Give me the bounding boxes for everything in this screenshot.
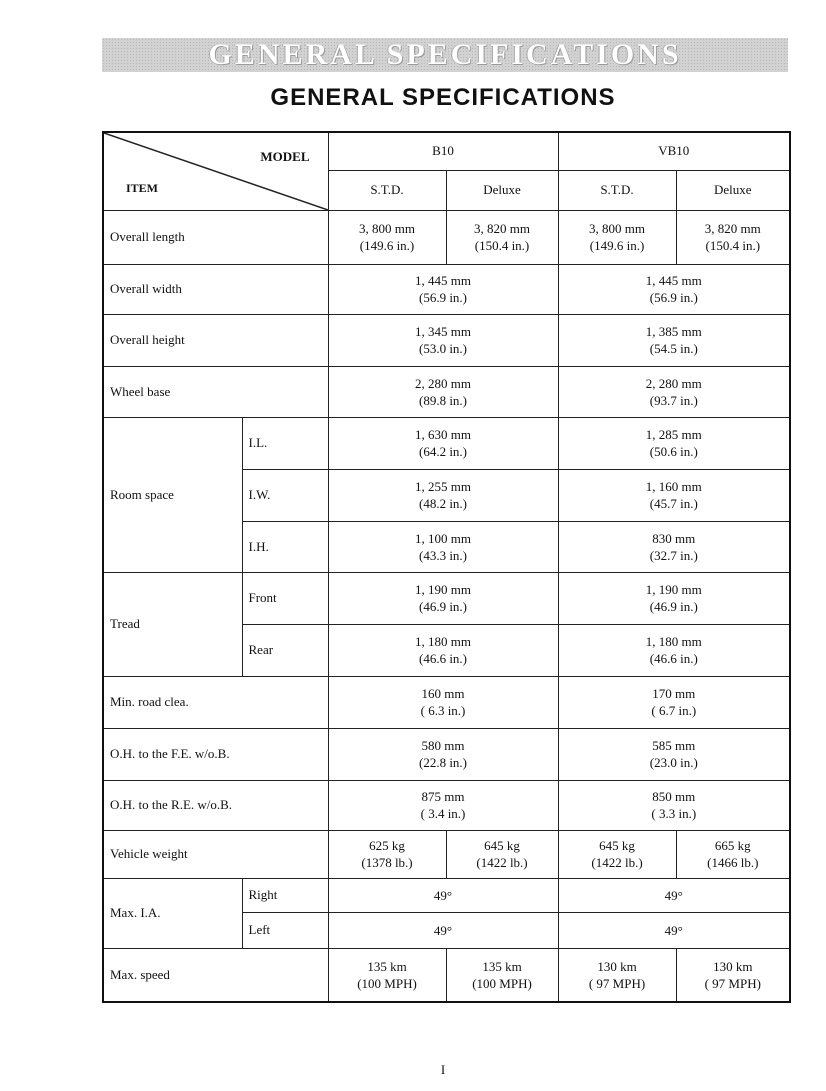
cell-value: 1, 180 mm (46.6 in.) bbox=[558, 624, 790, 676]
table-row bbox=[103, 366, 790, 417]
cell-value: 1, 255 mm (48.2 in.) bbox=[328, 469, 558, 521]
table-row bbox=[103, 830, 790, 878]
cell-value: 625 kg (1378 lb.) bbox=[328, 830, 446, 878]
cell-value: 850 mm ( 3.3 in.) bbox=[558, 780, 790, 830]
row-label-min-road-clearance: Min. road clea. bbox=[103, 676, 328, 728]
table-row bbox=[103, 314, 790, 366]
sub-label-ih: I.H. bbox=[242, 521, 328, 572]
row-label-wheel-base: Wheel base bbox=[103, 366, 328, 417]
table-row bbox=[103, 780, 790, 830]
cell-value: 49° bbox=[558, 878, 790, 912]
cell-value: 49° bbox=[558, 912, 790, 948]
table-row bbox=[103, 210, 790, 264]
page-title: GENERAL SPECIFICATIONS bbox=[270, 84, 616, 111]
column-header-vb10-std: S.T.D. bbox=[558, 170, 676, 210]
row-label-overhang-rear: O.H. to the R.E. w/o.B. bbox=[103, 780, 328, 830]
cell-value: 1, 345 mm (53.0 in.) bbox=[328, 314, 558, 366]
sub-label-front: Front bbox=[242, 572, 328, 624]
cell-value: 49° bbox=[328, 912, 558, 948]
cell-value: 645 kg (1422 lb.) bbox=[558, 830, 676, 878]
cell-value: 580 mm (22.8 in.) bbox=[328, 728, 558, 780]
row-label-overall-width: Overall width bbox=[103, 264, 328, 314]
sub-label-iw: I.W. bbox=[242, 469, 328, 521]
column-header-vb10-deluxe: Deluxe bbox=[676, 170, 790, 210]
cell-value: 170 mm ( 6.7 in.) bbox=[558, 676, 790, 728]
cell-value: 2, 280 mm (89.8 in.) bbox=[328, 366, 558, 417]
table-row bbox=[103, 264, 790, 314]
table-row bbox=[103, 878, 790, 912]
sub-label-left: Left bbox=[242, 912, 328, 948]
row-label-max-ia: Max. I.A. bbox=[103, 878, 242, 948]
cell-value: 1, 285 mm (50.6 in.) bbox=[558, 417, 790, 469]
cell-value: 3, 800 mm (149.6 in.) bbox=[328, 210, 446, 264]
cell-value: 875 mm ( 3.4 in.) bbox=[328, 780, 558, 830]
cell-value: 1, 630 mm (64.2 in.) bbox=[328, 417, 558, 469]
page-number: I bbox=[440, 1062, 446, 1077]
header-row-models bbox=[103, 132, 790, 170]
cell-value: 665 kg (1466 lb.) bbox=[676, 830, 790, 878]
cell-value: 1, 190 mm (46.9 in.) bbox=[558, 572, 790, 624]
column-header-b10-std: S.T.D. bbox=[328, 170, 446, 210]
table-row bbox=[103, 728, 790, 780]
cell-value: 2, 280 mm (93.7 in.) bbox=[558, 366, 790, 417]
cell-value: 1, 180 mm (46.6 in.) bbox=[328, 624, 558, 676]
cell-value: 135 km (100 MPH) bbox=[446, 948, 558, 1002]
row-label-room-space: Room space bbox=[103, 417, 242, 572]
item-label: ITEM bbox=[126, 180, 159, 195]
sub-label-right: Right bbox=[242, 878, 328, 912]
cell-value: 49° bbox=[328, 878, 558, 912]
model-label: MODEL bbox=[260, 149, 310, 164]
table-row bbox=[103, 948, 790, 1002]
row-label-vehicle-weight: Vehicle weight bbox=[103, 830, 328, 878]
row-label-overall-length: Overall length bbox=[103, 210, 328, 264]
cell-value: 830 mm (32.7 in.) bbox=[558, 521, 790, 572]
cell-value: 1, 445 mm (56.9 in.) bbox=[558, 264, 790, 314]
cell-value: 585 mm (23.0 in.) bbox=[558, 728, 790, 780]
cell-value: 135 km (100 MPH) bbox=[328, 948, 446, 1002]
row-label-overall-height: Overall height bbox=[103, 314, 328, 366]
cell-value: 645 kg (1422 lb.) bbox=[446, 830, 558, 878]
cell-value: 130 km ( 97 MPH) bbox=[558, 948, 676, 1002]
cell-value: 3, 820 mm (150.4 in.) bbox=[676, 210, 790, 264]
cell-value: 130 km ( 97 MPH) bbox=[676, 948, 790, 1002]
header-banner: GENERAL SPECIFICATIONS bbox=[102, 38, 788, 72]
column-header-b10: B10 bbox=[328, 132, 558, 170]
header-diagonal-cell bbox=[103, 132, 328, 210]
column-header-b10-deluxe: Deluxe bbox=[446, 170, 558, 210]
cell-value: 1, 385 mm (54.5 in.) bbox=[558, 314, 790, 366]
table-row bbox=[103, 676, 790, 728]
specifications-table bbox=[102, 131, 791, 1003]
cell-value: 3, 800 mm (149.6 in.) bbox=[558, 210, 676, 264]
row-label-max-speed: Max. speed bbox=[103, 948, 328, 1002]
sub-label-rear: Rear bbox=[242, 624, 328, 676]
cell-value: 1, 190 mm (46.9 in.) bbox=[328, 572, 558, 624]
row-label-overhang-front: O.H. to the F.E. w/o.B. bbox=[103, 728, 328, 780]
column-header-vb10: VB10 bbox=[558, 132, 790, 170]
cell-value: 3, 820 mm (150.4 in.) bbox=[446, 210, 558, 264]
table-row bbox=[103, 572, 790, 624]
sub-label-il: I.L. bbox=[242, 417, 328, 469]
row-label-tread: Tread bbox=[103, 572, 242, 676]
cell-value: 1, 100 mm (43.3 in.) bbox=[328, 521, 558, 572]
cell-value: 1, 160 mm (45.7 in.) bbox=[558, 469, 790, 521]
cell-value: 160 mm ( 6.3 in.) bbox=[328, 676, 558, 728]
table-row bbox=[103, 417, 790, 469]
cell-value: 1, 445 mm (56.9 in.) bbox=[328, 264, 558, 314]
